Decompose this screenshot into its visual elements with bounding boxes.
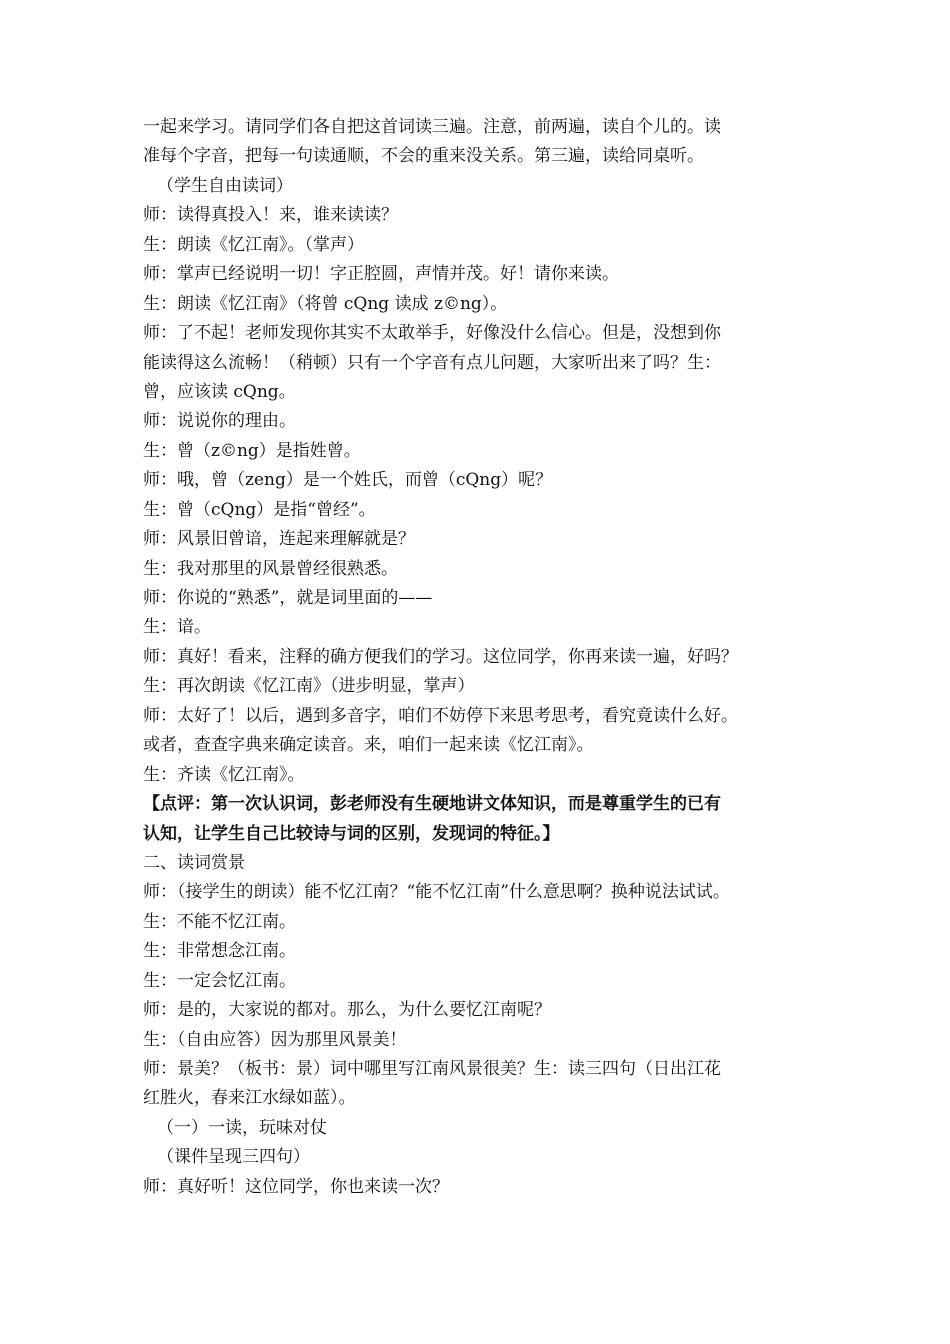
text-line: 生：我对那里的风景曾经很熟悉。 [143,558,398,579]
text-line: 师：真好！看来，注释的确方便我们的学习。这位同学，你再来读一遍，好吗？ [143,646,738,667]
text-line: （学生自由读词） [157,175,293,196]
text-line: 师：掌声已经说明一切！字正腔圆，声情并茂。好！请你来读。 [143,264,619,285]
text-line: 一起来学习。请同学们各自把这首词读三遍。注意，前两遍，读自个儿的。读 [143,117,721,137]
text-line: 师：了不起！老师发现你其实不太敢举手，好像没什么信心。但是，没想到你 [143,323,721,344]
text-line: 或者，查查字典来确定读音。来，咱们一起来读《忆江南》。 [143,735,594,756]
text-line: （课件呈现三四句） [157,1147,310,1168]
text-line: 师：真好听！这位同学，你也来读一次？ [143,1176,449,1197]
document-page [143,113,813,1202]
text-line: 生：曾（z©ng）是指姓曾。 [143,440,361,461]
text-line: 师：哦，曾（zeng）是一个姓氏，而曾（cQng）呢？ [143,470,553,491]
text-line: 能读得这么流畅！（稍顿）只有一个字音有点儿问题，大家听出来了吗？生： [143,352,721,373]
text-line: 生：曾（cQng）是指“曾经”。 [143,499,376,520]
text-line: 师：读得真投入！来，谁来读读？ [143,205,398,226]
commentary-line: 认知，让学生自己比较诗与词的区别，发现词的特征。】 [143,823,560,844]
text-line: 生：一定会忆江南。 [143,970,296,991]
subsection-heading: （一）一读，玩味对仗 [157,1117,327,1138]
text-line: 师：（接学生的朗读）能不忆江南？“能不忆江南”什么意思啊？换种说法试试。 [143,882,730,903]
text-line: 师：你说的“熟悉”，就是词里面的—— [143,588,433,608]
text-line: 生：朗读《忆江南》（将曾 cQng 读成 z©ng）。 [143,293,508,314]
text-line: 师：是的，大家说的都对。那么，为什么要忆江南呢？ [143,1000,551,1021]
text-line: 师：太好了！以后，遇到多音字，咱们不妨停下来思考思考，看究竟读什么好。 [143,705,738,726]
text-line: 红胜火，春来江水绿如蓝）。 [143,1088,356,1109]
text-line: 生：齐读《忆江南》。 [143,764,305,785]
text-line: 生：不能不忆江南。 [143,911,296,932]
text-line: 生：谙。 [143,617,211,638]
text-line: 生：非常想念江南。 [143,941,296,962]
text-line: 师：说说你的理由。 [143,411,296,432]
section-heading: 二、读词赏景 [143,852,245,873]
text-line: 生：再次朗读《忆江南》（进步明显，掌声） [143,676,475,697]
text-line: 准每个字音，把每一句读通顺，不会的重来没关系。第三遍，读给同桌听。 [143,146,704,167]
text-line: 生：朗读《忆江南》。（掌声） [143,234,364,255]
text-line: 师：风景旧曾谙，连起来理解就是？ [143,529,415,550]
text-line: 师：景美？（板书：景）词中哪里写江南风景很美？生：读三四句（日出江花 [143,1059,721,1079]
text-line: 生：（自由应答）因为那里风景美！ [143,1029,407,1050]
text-line: 曾，应该读 cQng。 [143,381,296,402]
commentary-line: 【点评：第一次认识词，彭老师没有生硬地讲文体知识，而是尊重学生的已有 [143,794,721,815]
